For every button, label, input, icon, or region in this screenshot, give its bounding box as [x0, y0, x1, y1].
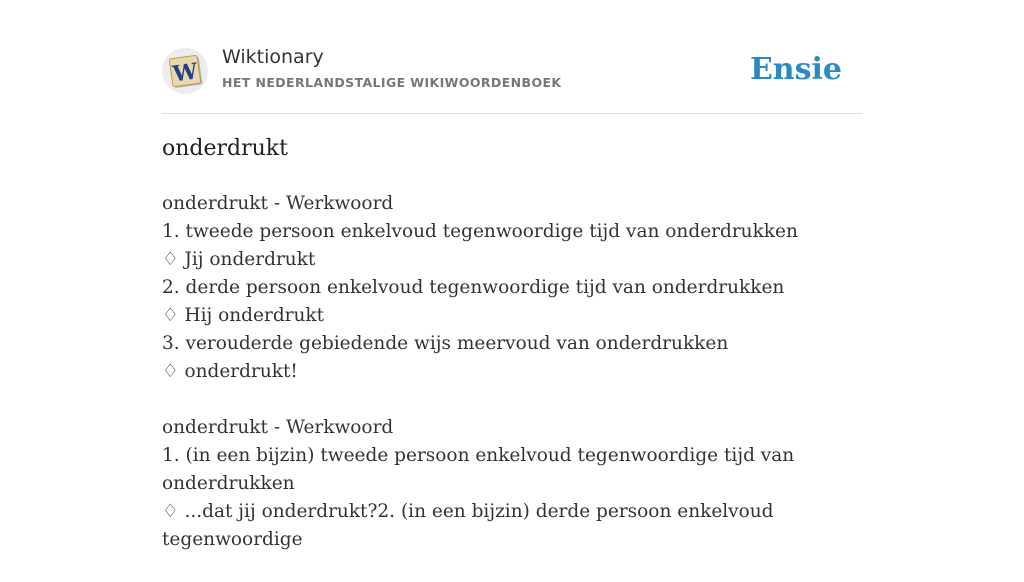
definition-line: 3. verouderde gebiedende wijs meervoud van onderdrukken — [162, 333, 729, 354]
definition-entry — [162, 190, 862, 386]
definitions-content — [162, 190, 862, 582]
page-title: onderdrukt — [162, 136, 288, 161]
site-header — [162, 44, 862, 114]
entry-heading: onderdrukt - Werkwoord — [162, 193, 394, 214]
example-line: ♢ Jij onderdrukt — [162, 249, 316, 270]
example-line: ♢ ...dat jij onderdrukt?2. (in een bijzin) derde persoon enkelvoud tegenwoordige — [162, 501, 774, 550]
definition-line: 1. (in een bijzin) tweede persoon enkelvoud tegenwoordige tijd van onderdrukken — [162, 445, 795, 494]
site-tagline: HET NEDERLANDSTALIGE WIKIWOORDENBOEK — [222, 75, 562, 90]
definition-line: 1. tweede persoon enkelvoud tegenwoordige tijd van onderdrukken — [162, 221, 798, 242]
svg-text:W: W — [171, 58, 200, 88]
ensie-brand-link[interactable]: Ensie — [749, 52, 842, 87]
site-name[interactable]: Wiktionary — [222, 46, 324, 68]
definition-line: 2. derde persoon enkelvoud tegenwoordige tijd van onderdrukken — [162, 277, 785, 298]
definition-entry — [162, 414, 862, 554]
entry-heading: onderdrukt - Werkwoord — [162, 417, 394, 438]
example-line: ♢ Hij onderdrukt — [162, 305, 325, 326]
wiktionary-logo-icon[interactable] — [162, 48, 208, 94]
wiktionary-w-tile-icon — [166, 52, 204, 90]
example-line: ♢ onderdrukt! — [162, 361, 298, 382]
